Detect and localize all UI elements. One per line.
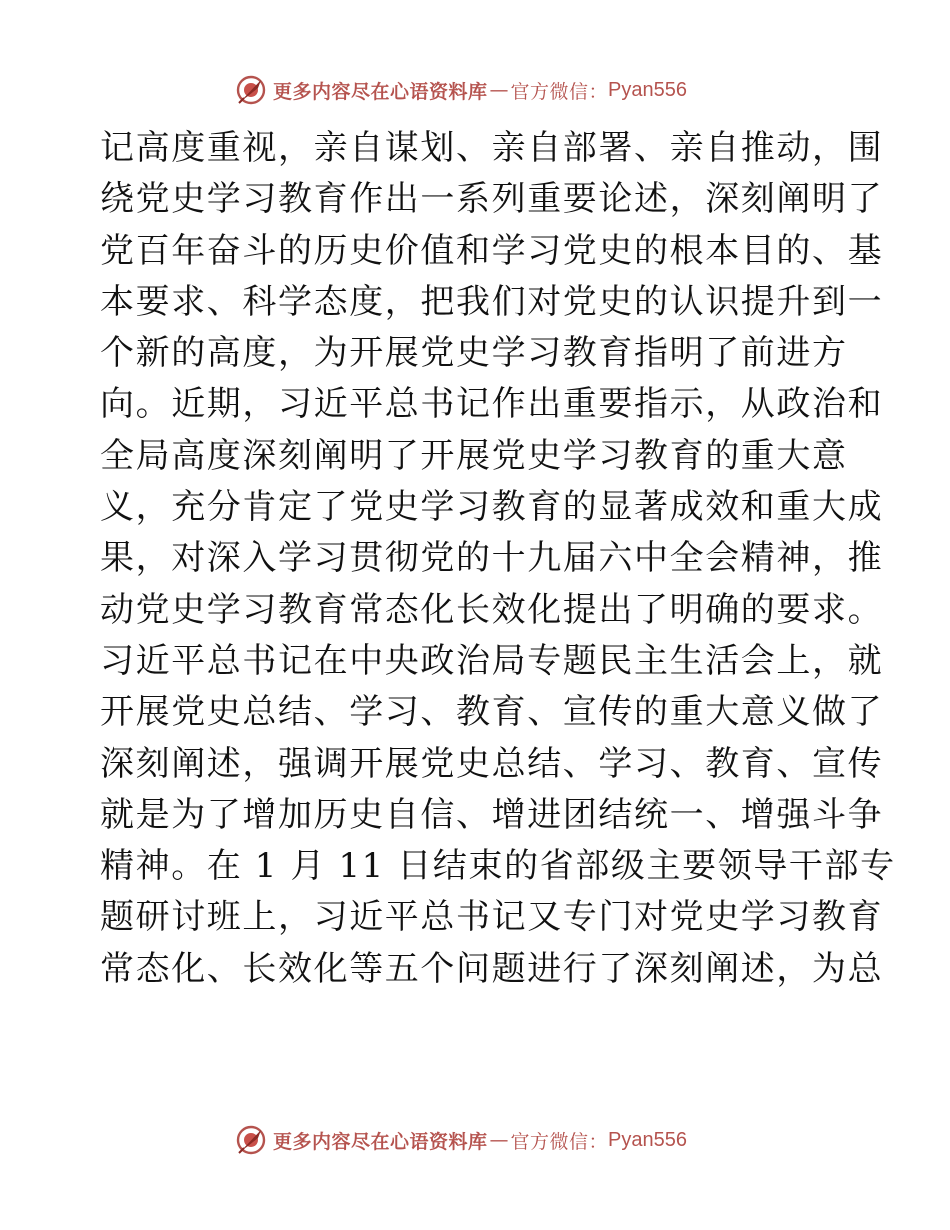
text-line: 开展党史总结、学习、教育、宣传的重大意义做了 [100, 692, 884, 733]
text-line: 向。近期，习近平总书记作出重要指示，从政治和 [100, 384, 884, 425]
text-line: 精神。在 1 月 11 日结束的省部级主要领导干部专 [100, 846, 896, 887]
footer-wechat-label: 官方微信： [510, 1130, 609, 1153]
footer-brand-text: 更多内容尽在心语资料库 [273, 1130, 488, 1153]
footer-separator: — [489, 1129, 509, 1151]
text-line: 记高度重视，亲自谋划、亲自部署、亲自推动，围 [100, 128, 884, 168]
text-line: 个新的高度，为开展党史学习教育指明了前进方 [100, 333, 848, 374]
text-line: 绕党史学习教育作出一系列重要论述，深刻阐明了 [100, 179, 884, 220]
text-line: 果，对深入学习贯彻党的十九届六中全会精神，推 [100, 538, 884, 579]
header-wechat-label: 官方微信： [510, 80, 609, 103]
text-line: 义，充分肯定了党史学习教育的显著成效和重大成 [100, 487, 884, 528]
header-banner [235, 72, 687, 108]
text-line: 党百年奋斗的历史价值和学习党史的根本目的、基 [100, 230, 884, 271]
footer-banner [235, 1122, 687, 1158]
text-line: 习近平总书记在中央政治局专题民主生活会上，就 [100, 640, 884, 681]
header-brand-text: 更多内容尽在心语资料库 [273, 80, 488, 103]
text-line: 题研讨班上，习近平总书记又专门对党史学习教育 [100, 897, 884, 938]
text-line: 全局高度深刻阐明了开展党史学习教育的重大意 [100, 435, 848, 476]
footer-wechat-id: Pyan556 [608, 1128, 687, 1151]
text-line: 常态化、长效化等五个问题进行了深刻阐述，为总 [100, 948, 884, 989]
quill-logo-icon [235, 1124, 267, 1156]
header-separator: — [489, 79, 509, 101]
text-line: 深刻阐述，强调开展党史总结、学习、教育、宣传 [100, 743, 884, 784]
text-line: 就是为了增加历史自信、增进团结统一、增强斗争 [100, 794, 884, 835]
header-wechat-id: Pyan556 [608, 78, 687, 101]
quill-logo-icon [235, 74, 267, 106]
text-line: 动党史学习教育常态化长效化提出了明确的要求。 [100, 589, 884, 630]
body-paragraph [100, 123, 896, 995]
text-line: 本要求、科学态度，把我们对党史的认识提升到一 [100, 281, 884, 322]
